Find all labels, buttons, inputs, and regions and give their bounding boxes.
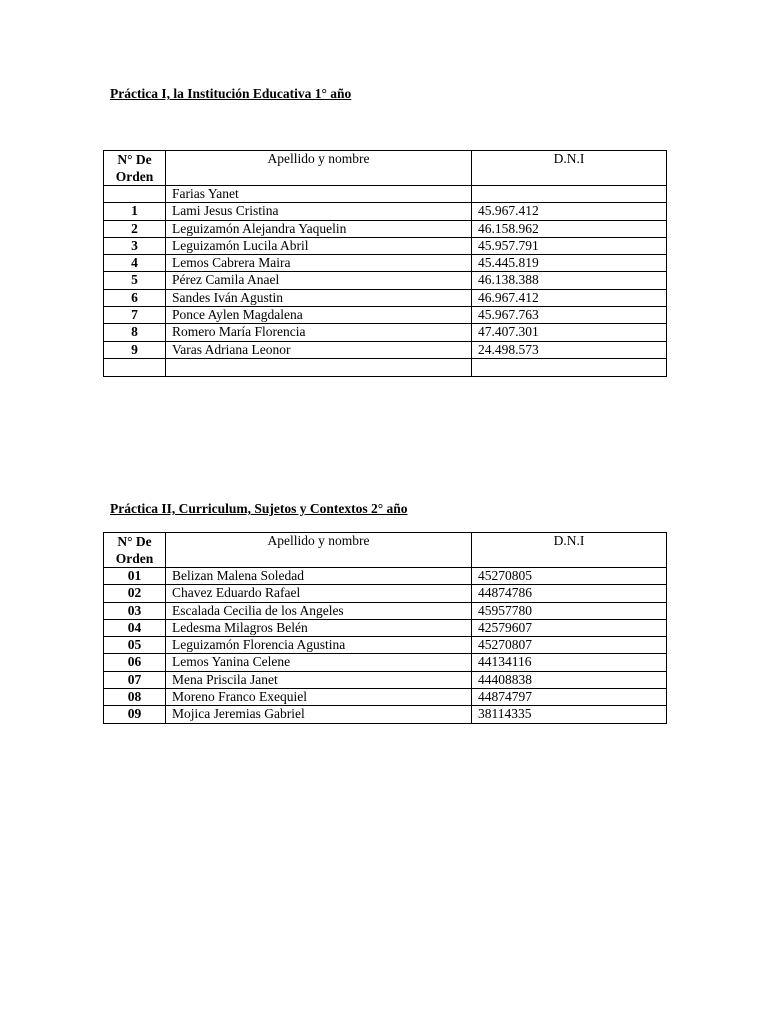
dni-cell: 38114335 <box>472 706 667 723</box>
name-cell: Belizan Malena Soledad <box>166 568 472 585</box>
order-cell: 1 <box>104 203 166 220</box>
order-cell: 5 <box>104 272 166 289</box>
order-cell: 9 <box>104 341 166 358</box>
dni-cell: 42579607 <box>472 619 667 636</box>
order-cell: 2 <box>104 220 166 237</box>
section-1-title: Práctica I, la Institución Educativa 1° año <box>110 86 352 101</box>
dni-cell: 45270807 <box>472 637 667 654</box>
order-cell: 3 <box>104 237 166 254</box>
table-header-row <box>104 151 667 186</box>
name-cell: Sandes Iván Agustin <box>166 289 472 306</box>
table-row <box>104 220 667 237</box>
name-cell: Moreno Franco Exequiel <box>166 689 472 706</box>
order-column-header: N° De Orden <box>104 151 166 186</box>
name-cell: Lemos Yanina Celene <box>166 654 472 671</box>
order-cell <box>104 358 166 376</box>
dni-cell: 44874797 <box>472 689 667 706</box>
name-cell: Mojica Jeremias Gabriel <box>166 706 472 723</box>
student-table-practica-1 <box>103 150 667 377</box>
table-row <box>104 602 667 619</box>
name-cell: Leguizamón Alejandra Yaquelin <box>166 220 472 237</box>
order-cell: 03 <box>104 602 166 619</box>
table-row <box>104 307 667 324</box>
table-row <box>104 289 667 306</box>
table-row <box>104 619 667 636</box>
dni-cell: 24.498.573 <box>472 341 667 358</box>
name-cell: Farias Yanet <box>166 186 472 203</box>
name-cell: Varas Adriana Leonor <box>166 341 472 358</box>
dni-cell <box>472 186 667 203</box>
order-cell: 06 <box>104 654 166 671</box>
name-cell: Leguizamón Florencia Agustina <box>166 637 472 654</box>
name-cell: Ledesma Milagros Belén <box>166 619 472 636</box>
name-cell: Romero María Florencia <box>166 324 472 341</box>
table-row <box>104 689 667 706</box>
dni-cell <box>472 358 667 376</box>
table-row <box>104 203 667 220</box>
order-cell: 02 <box>104 585 166 602</box>
student-table-practica-2 <box>103 532 667 724</box>
dni-cell: 46.967.412 <box>472 289 667 306</box>
order-column-header: N° De Orden <box>104 533 166 568</box>
name-cell: Mena Priscila Janet <box>166 671 472 688</box>
name-cell: Ponce Aylen Magdalena <box>166 307 472 324</box>
table-row <box>104 654 667 671</box>
table-row <box>104 324 667 341</box>
dni-cell: 45.967.412 <box>472 203 667 220</box>
order-cell: 6 <box>104 289 166 306</box>
table-row <box>104 272 667 289</box>
order-cell: 04 <box>104 619 166 636</box>
dni-column-header: D.N.I <box>472 533 667 568</box>
dni-column-header: D.N.I <box>472 151 667 186</box>
name-cell: Chavez Eduardo Rafael <box>166 585 472 602</box>
dni-cell: 46.138.388 <box>472 272 667 289</box>
order-cell: 07 <box>104 671 166 688</box>
name-column-header: Apellido y nombre <box>166 151 472 186</box>
dni-cell: 45957780 <box>472 602 667 619</box>
table-row <box>104 186 667 203</box>
dni-cell: 47.407.301 <box>472 324 667 341</box>
dni-cell: 46.158.962 <box>472 220 667 237</box>
section-2-title: Práctica II, Curriculum, Sujetos y Contextos 2° año <box>110 501 408 516</box>
dni-cell: 45270805 <box>472 568 667 585</box>
name-cell: Pérez Camila Anael <box>166 272 472 289</box>
order-cell: 09 <box>104 706 166 723</box>
order-cell: 01 <box>104 568 166 585</box>
table-row <box>104 341 667 358</box>
table-header-row <box>104 533 667 568</box>
table-row <box>104 706 667 723</box>
dni-cell: 45.445.819 <box>472 255 667 272</box>
table-row <box>104 568 667 585</box>
name-cell: Lemos Cabrera Maira <box>166 255 472 272</box>
dni-cell: 44408838 <box>472 671 667 688</box>
order-cell <box>104 186 166 203</box>
order-cell: 05 <box>104 637 166 654</box>
dni-cell: 45.957.791 <box>472 237 667 254</box>
table-row-empty <box>104 358 667 376</box>
name-cell: Leguizamón Lucila Abril <box>166 237 472 254</box>
name-cell: Escalada Cecilia de los Angeles <box>166 602 472 619</box>
dni-cell: 44874786 <box>472 585 667 602</box>
name-cell <box>166 358 472 376</box>
name-cell: Lami Jesus Cristina <box>166 203 472 220</box>
table-row <box>104 585 667 602</box>
order-cell: 4 <box>104 255 166 272</box>
table-row <box>104 255 667 272</box>
order-cell: 08 <box>104 689 166 706</box>
table-row <box>104 671 667 688</box>
table-row <box>104 237 667 254</box>
name-column-header: Apellido y nombre <box>166 533 472 568</box>
order-cell: 8 <box>104 324 166 341</box>
table-row <box>104 637 667 654</box>
order-cell: 7 <box>104 307 166 324</box>
dni-cell: 45.967.763 <box>472 307 667 324</box>
dni-cell: 44134116 <box>472 654 667 671</box>
